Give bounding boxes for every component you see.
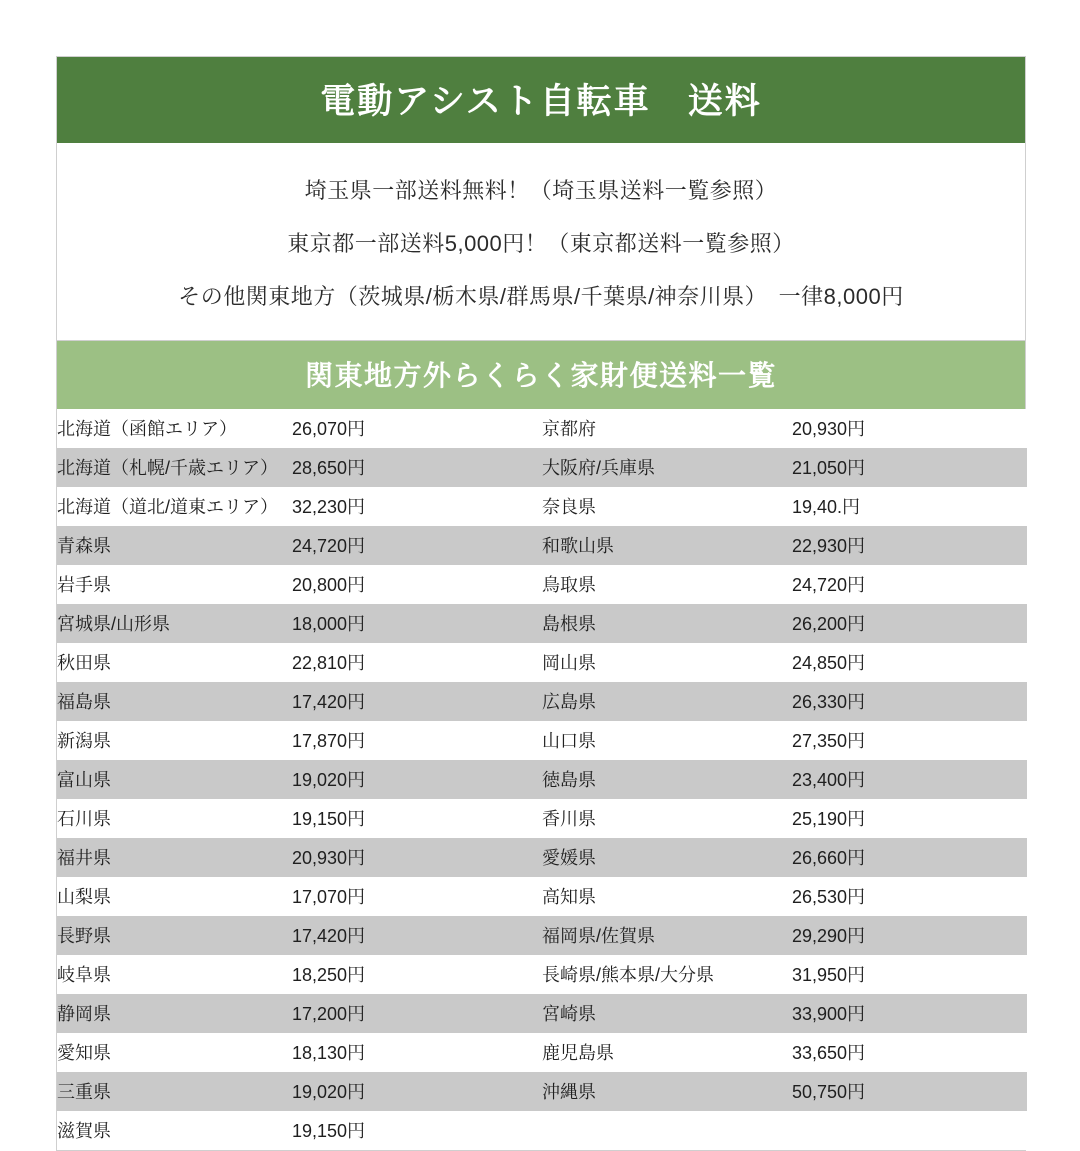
fee-table-body	[57, 409, 1027, 1150]
region-name: 北海道（函館エリア）	[57, 409, 292, 448]
table-row	[57, 487, 1027, 526]
section-subtitle: 関東地方外らくらく家財便送料一覧	[57, 340, 1025, 409]
region-name: 長野県	[57, 916, 292, 955]
region-price: 17,070円	[292, 877, 542, 916]
table-row	[57, 1033, 1027, 1072]
table-row	[57, 643, 1027, 682]
table-row	[57, 526, 1027, 565]
region-price: 20,930円	[292, 838, 542, 877]
region-name: 愛知県	[57, 1033, 292, 1072]
region-name: 秋田県	[57, 643, 292, 682]
region-name: 山梨県	[57, 877, 292, 916]
region-price: 17,200円	[292, 994, 542, 1033]
region-name: 京都府	[542, 409, 792, 448]
region-price: 24,720円	[792, 565, 1027, 604]
region-name: 福井県	[57, 838, 292, 877]
table-row	[57, 448, 1027, 487]
region-price: 21,050円	[792, 448, 1027, 487]
region-name: 奈良県	[542, 487, 792, 526]
region-name: 広島県	[542, 682, 792, 721]
region-name: 新潟県	[57, 721, 292, 760]
region-price: 19,150円	[292, 799, 542, 838]
region-price: 17,420円	[292, 916, 542, 955]
region-price: 33,900円	[792, 994, 1027, 1033]
table-row	[57, 838, 1027, 877]
region-price: 26,200円	[792, 604, 1027, 643]
table-row	[57, 760, 1027, 799]
table-row	[57, 955, 1027, 994]
region-name: 福岡県/佐賀県	[542, 916, 792, 955]
fee-sheet	[56, 56, 1026, 1151]
table-row	[57, 682, 1027, 721]
region-price: 18,000円	[292, 604, 542, 643]
table-row	[57, 916, 1027, 955]
table-row	[57, 877, 1027, 916]
region-name: 石川県	[57, 799, 292, 838]
region-name: 高知県	[542, 877, 792, 916]
region-price: 24,720円	[292, 526, 542, 565]
region-name: 和歌山県	[542, 526, 792, 565]
region-price: 32,230円	[292, 487, 542, 526]
region-name: 岐阜県	[57, 955, 292, 994]
region-name: 愛媛県	[542, 838, 792, 877]
region-price: 23,400円	[792, 760, 1027, 799]
table-row	[57, 721, 1027, 760]
region-name: 宮城県/山形県	[57, 604, 292, 643]
region-name: 滋賀県	[57, 1111, 292, 1150]
region-name: 鹿児島県	[542, 1033, 792, 1072]
region-price: 19,020円	[292, 1072, 542, 1111]
region-name: 大阪府/兵庫県	[542, 448, 792, 487]
region-name: 鳥取県	[542, 565, 792, 604]
note-line: 埼玉県一部送料無料！（埼玉県送料一覧参照）	[304, 178, 778, 203]
region-price: 22,810円	[292, 643, 542, 682]
region-price: 27,350円	[792, 721, 1027, 760]
region-name: 青森県	[57, 526, 292, 565]
region-price: 19,150円	[292, 1111, 542, 1150]
region-name: 福島県	[57, 682, 292, 721]
table-row	[57, 565, 1027, 604]
region-name: 徳島県	[542, 760, 792, 799]
table-row	[57, 1072, 1027, 1111]
region-name: 長崎県/熊本県/大分県	[542, 955, 792, 994]
region-price: 26,330円	[792, 682, 1027, 721]
region-name: 岡山県	[542, 643, 792, 682]
region-name: 富山県	[57, 760, 292, 799]
region-price: 28,650円	[292, 448, 542, 487]
note-line: その他関東地方（茨城県/栃木県/群馬県/千葉県/神奈川県） 一律8,000円	[178, 284, 904, 309]
region-price: 26,660円	[792, 838, 1027, 877]
region-name: 岩手県	[57, 565, 292, 604]
note-line: 東京都一部送料5,000円！（東京都送料一覧参照）	[287, 231, 795, 256]
region-price	[792, 1111, 1027, 1150]
table-row	[57, 994, 1027, 1033]
region-name: 香川県	[542, 799, 792, 838]
region-name: 宮崎県	[542, 994, 792, 1033]
table-row	[57, 409, 1027, 448]
region-price: 17,420円	[292, 682, 542, 721]
region-price: 19,40.円	[792, 487, 1027, 526]
region-price: 20,930円	[792, 409, 1027, 448]
region-name: 山口県	[542, 721, 792, 760]
fee-table	[57, 409, 1027, 1150]
page-title: 電動アシスト自転車 送料	[57, 57, 1025, 143]
region-price: 18,130円	[292, 1033, 542, 1072]
region-name: 北海道（札幌/千歳エリア）	[57, 448, 292, 487]
region-price: 25,190円	[792, 799, 1027, 838]
table-row	[57, 1111, 1027, 1150]
region-price: 17,870円	[292, 721, 542, 760]
region-price: 19,020円	[292, 760, 542, 799]
region-name: 北海道（道北/道東エリア）	[57, 487, 292, 526]
region-name: 静岡県	[57, 994, 292, 1033]
region-price: 20,800円	[292, 565, 542, 604]
region-price: 22,930円	[792, 526, 1027, 565]
region-price: 26,070円	[292, 409, 542, 448]
region-price: 18,250円	[292, 955, 542, 994]
region-price: 50,750円	[792, 1072, 1027, 1111]
table-row	[57, 604, 1027, 643]
region-price: 26,530円	[792, 877, 1027, 916]
region-price: 24,850円	[792, 643, 1027, 682]
region-name: 沖縄県	[542, 1072, 792, 1111]
table-row	[57, 799, 1027, 838]
region-name	[542, 1111, 792, 1150]
region-price: 31,950円	[792, 955, 1027, 994]
region-price: 29,290円	[792, 916, 1027, 955]
region-name: 島根県	[542, 604, 792, 643]
region-price: 33,650円	[792, 1033, 1027, 1072]
notes-section	[57, 143, 1025, 340]
region-name: 三重県	[57, 1072, 292, 1111]
